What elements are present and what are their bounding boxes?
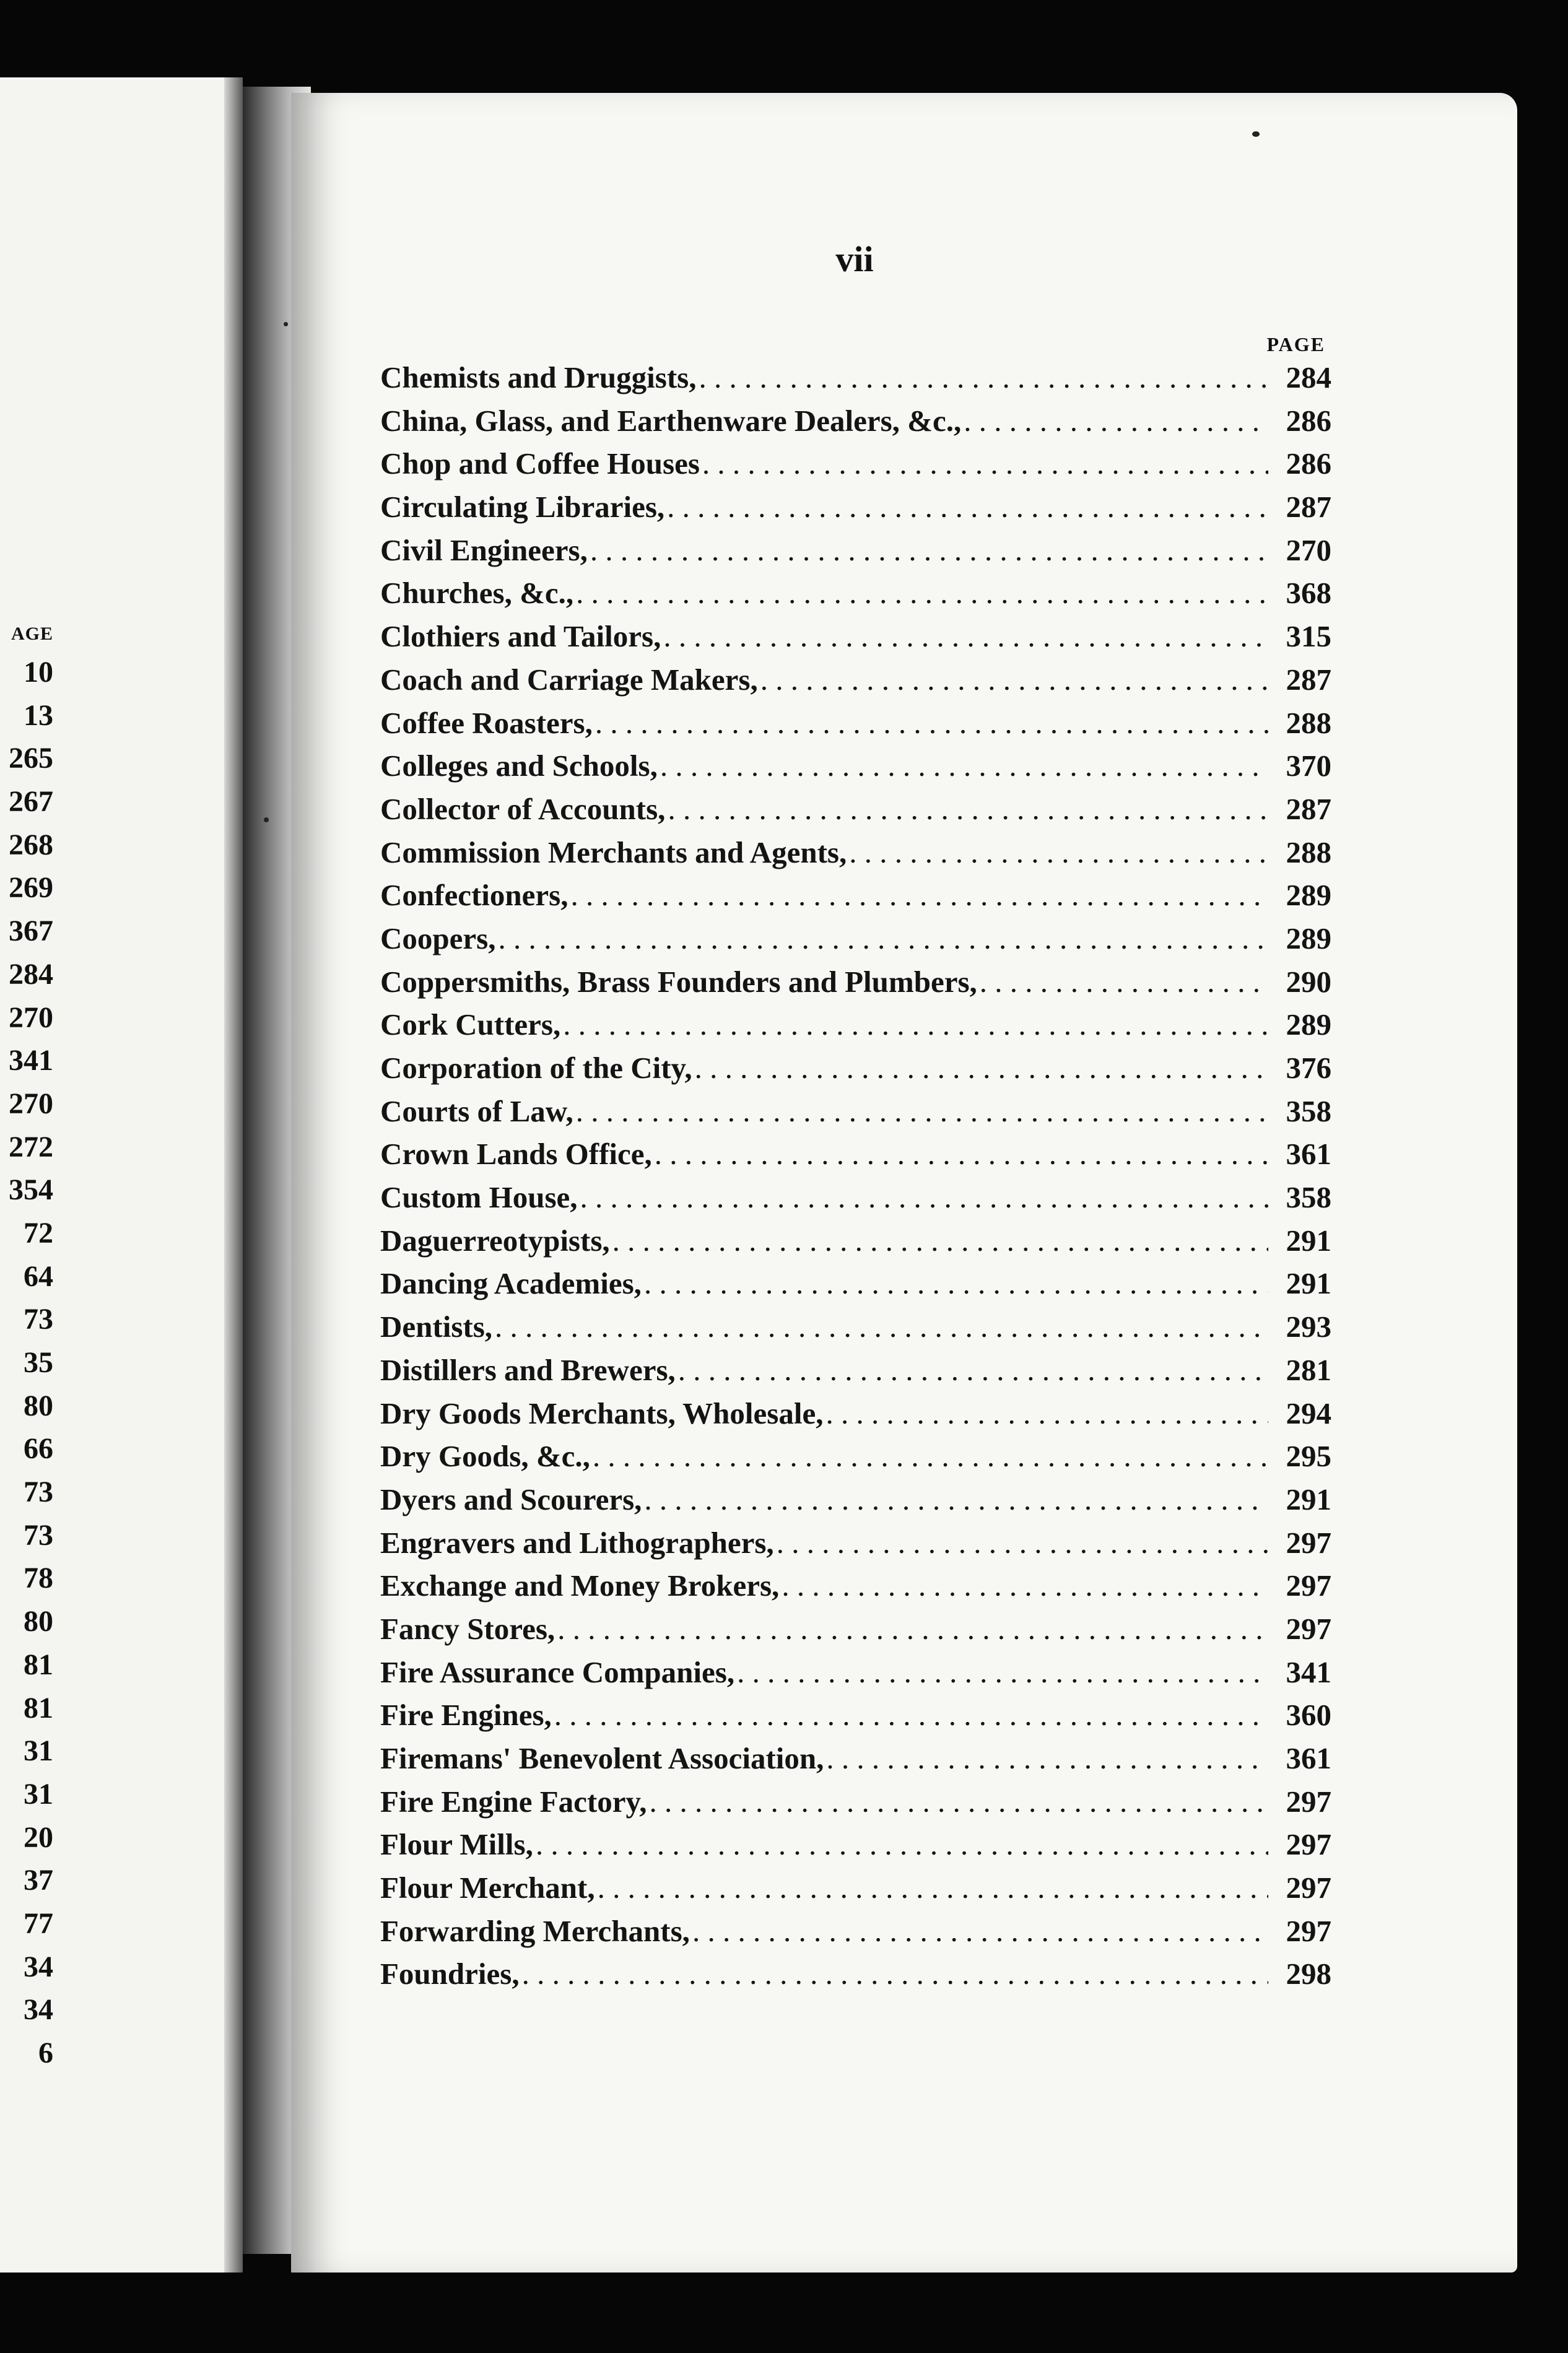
left-page-number-column [0, 617, 53, 2075]
left-page-number: 31 [24, 1734, 53, 1768]
index-entry-name: Exchange and Money Brokers, [380, 1568, 780, 1603]
left-page-number: 72 [24, 1216, 53, 1250]
dot-leader [667, 485, 1268, 529]
index-entry-page: 286 [1286, 446, 1331, 481]
index-entry-name: Fire Engines, [380, 1698, 552, 1733]
index-entry-page: 376 [1286, 1051, 1331, 1085]
left-page-number: 77 [24, 1907, 53, 1940]
index-entry [380, 442, 1331, 485]
dot-leader [777, 1521, 1268, 1565]
dot-leader [557, 1607, 1268, 1651]
dot-leader [825, 1392, 1268, 1435]
index-entry-page: 298 [1286, 1957, 1331, 1991]
left-page-number: 80 [24, 1389, 53, 1422]
index-entry-page: 341 [1286, 1655, 1331, 1689]
index-entry [380, 1521, 1331, 1565]
index-entry [380, 960, 1331, 1004]
dot-leader [590, 529, 1268, 572]
index-entry-page: 297 [1286, 1827, 1331, 1862]
dot-leader [536, 1823, 1268, 1866]
dot-leader [563, 1003, 1268, 1046]
dot-leader [964, 399, 1268, 443]
index-entry-name: Fire Assurance Companies, [380, 1655, 735, 1689]
left-page-number: 78 [24, 1562, 53, 1595]
left-page-number: 31 [24, 1777, 53, 1811]
left-page-number: 269 [9, 871, 53, 905]
left-page-number: 270 [9, 1087, 53, 1120]
index-entry [380, 1435, 1331, 1478]
left-page-number: 265 [9, 742, 53, 775]
left-page-number: 81 [24, 1691, 53, 1725]
index-entry-page: 297 [1286, 1525, 1331, 1560]
index-entry-name: Crown Lands Office, [380, 1137, 652, 1172]
left-page-number: 270 [9, 1001, 53, 1034]
left-page [0, 77, 243, 2273]
index-entry-name: Circulating Libraries, [380, 490, 665, 524]
index-entry-name: China, Glass, and Earthenware Dealers, &c., [380, 403, 962, 438]
index-entry [380, 1737, 1331, 1780]
dot-leader [650, 1780, 1269, 1824]
index-entry-page: 294 [1286, 1396, 1331, 1430]
index-entry-name: Distillers and Brewers, [380, 1352, 676, 1387]
index-entry-name: Coffee Roasters, [380, 705, 593, 740]
index-entry [380, 1780, 1331, 1824]
index-entry-name: Chemists and Druggists, [380, 360, 697, 394]
index-entry [380, 572, 1331, 615]
index-entry [380, 788, 1331, 831]
index-entry-page: 284 [1286, 360, 1331, 394]
scan-speck [1252, 131, 1260, 137]
dot-leader [554, 1694, 1268, 1737]
index-entry-page: 281 [1286, 1352, 1331, 1387]
left-page-number: 6 [38, 2037, 53, 2069]
index-entry-page: 370 [1286, 749, 1331, 783]
index-entry-page: 293 [1286, 1310, 1331, 1344]
index-entry-name: Clothiers and Tailors, [380, 619, 661, 654]
index-entry [380, 1219, 1331, 1263]
index-entry-name: Churches, &c., [380, 576, 574, 611]
scan-speck [284, 322, 288, 326]
dot-leader [570, 874, 1268, 917]
dot-leader [655, 1133, 1268, 1176]
dot-leader [598, 1866, 1268, 1910]
index-entry-page: 295 [1286, 1439, 1331, 1474]
index-entry-name: Custom House, [380, 1180, 578, 1215]
index-entry-name: Dentists, [380, 1310, 493, 1344]
index-entry-name: Corporation of the City, [380, 1051, 692, 1085]
index-entry-page: 315 [1286, 619, 1331, 654]
left-page-number: 80 [24, 1605, 53, 1638]
left-page-number: 13 [24, 698, 53, 732]
index-entry-name: Dancing Academies, [380, 1266, 642, 1301]
index-entry-page: 287 [1286, 662, 1331, 697]
index-entry [380, 485, 1331, 529]
index-entry [380, 1090, 1331, 1133]
dot-leader [595, 702, 1268, 745]
dot-leader [576, 572, 1268, 615]
left-page-number: 73 [24, 1518, 53, 1552]
index-entry-page: 358 [1286, 1094, 1331, 1128]
left-page-number: 20 [24, 1820, 53, 1854]
index-entry-page: 291 [1286, 1223, 1331, 1258]
index-entries [380, 356, 1331, 1996]
index-entry-name: Forwarding Merchants, [380, 1913, 690, 1948]
index-entry-name: Dry Goods, &c., [380, 1439, 590, 1474]
dot-leader [699, 356, 1268, 399]
left-page-number: 73 [24, 1476, 53, 1509]
left-page-number: 341 [9, 1044, 53, 1077]
index-entry [380, 356, 1331, 399]
dot-leader [580, 1176, 1268, 1219]
left-page-number: 81 [24, 1648, 53, 1681]
index-entry [380, 1349, 1331, 1392]
dot-leader [668, 788, 1268, 831]
page-number: vii [835, 239, 874, 279]
index-entry-page: 297 [1286, 1871, 1331, 1905]
left-page-number: 367 [9, 915, 53, 948]
index-entry-page: 289 [1286, 878, 1331, 913]
index-entry [380, 702, 1331, 745]
index-entry [380, 1133, 1331, 1176]
index-entry [380, 1607, 1331, 1651]
index-page [291, 93, 1517, 2273]
index-entry-name: Chop and Coffee Houses [380, 446, 700, 481]
index-entry [380, 744, 1331, 788]
index-entry-page: 297 [1286, 1568, 1331, 1603]
dot-leader [644, 1262, 1268, 1305]
index-entry [380, 1262, 1331, 1305]
index-entry-page: 361 [1286, 1137, 1331, 1172]
index-entry [380, 1392, 1331, 1435]
left-page-number: 34 [24, 1993, 53, 2027]
index-entry-name: Coppersmiths, Brass Founders and Plumbers, [380, 964, 977, 999]
index-entry-page: 287 [1286, 791, 1331, 826]
index-entry-page: 291 [1286, 1266, 1331, 1301]
left-page-number: 37 [24, 1864, 53, 1897]
index-entry-page: 361 [1286, 1741, 1331, 1775]
left-page-number: 268 [9, 828, 53, 861]
index-entry-name: Fancy Stores, [380, 1611, 555, 1646]
index-entry-name: Colleges and Schools, [380, 749, 658, 783]
index-entry-name: Flour Merchant, [380, 1871, 595, 1905]
index-entry-name: Engravers and Lithographers, [380, 1525, 774, 1560]
index-entry [380, 874, 1331, 917]
dot-leader [702, 442, 1268, 485]
index-entry-page: 291 [1286, 1482, 1331, 1516]
dot-leader [782, 1564, 1268, 1607]
dot-leader [612, 1219, 1268, 1263]
index-entry-name: Firemans' Benevolent Association, [380, 1741, 824, 1775]
index-entry-page: 290 [1286, 964, 1331, 999]
left-page-number: 10 [24, 656, 53, 689]
index-entry [380, 615, 1331, 658]
index-entry [380, 831, 1331, 874]
dot-leader [849, 831, 1268, 874]
dot-leader [737, 1651, 1268, 1694]
index-entry-name: Daguerreotypists, [380, 1223, 610, 1258]
dot-leader [663, 615, 1268, 658]
dot-leader [522, 1952, 1268, 1996]
left-page-number: 272 [9, 1130, 53, 1163]
index-entry-page: 286 [1286, 403, 1331, 438]
index-entry-page: 288 [1286, 835, 1331, 869]
index-entry-name: Civil Engineers, [380, 533, 588, 567]
dot-leader [660, 744, 1268, 788]
dot-leader [593, 1435, 1268, 1478]
index-entry-page: 297 [1286, 1913, 1331, 1948]
index-entry-name: Collector of Accounts, [380, 791, 666, 826]
index-entry [380, 529, 1331, 572]
index-entry [380, 1823, 1331, 1866]
dot-leader [576, 1090, 1268, 1133]
index-entry-page: 270 [1286, 533, 1331, 567]
left-page-number: 354 [9, 1173, 53, 1207]
index-entry-name: Flour Mills, [380, 1827, 533, 1862]
dot-leader [980, 960, 1268, 1004]
index-entry-name: Dry Goods Merchants, Wholesale, [380, 1396, 824, 1430]
left-page-number: 34 [24, 1950, 53, 1983]
dot-leader [760, 658, 1268, 702]
left-page-number: 35 [24, 1346, 53, 1379]
index-entry-name: Confectioners, [380, 878, 568, 913]
left-page-fold-shadow [224, 77, 243, 2273]
index-entry-name: Coopers, [380, 921, 496, 955]
index-entry [380, 399, 1331, 443]
left-page-column-header: AGE [11, 624, 53, 644]
index-entry-name: Courts of Law, [380, 1094, 573, 1128]
left-page-number: 267 [9, 785, 53, 819]
index-entry [380, 1176, 1331, 1219]
index-entry-page: 297 [1286, 1784, 1331, 1819]
index-entry-name: Dyers and Scourers, [380, 1482, 642, 1516]
index-entry [380, 1694, 1331, 1737]
index-entry [380, 1003, 1331, 1046]
dot-leader [495, 1305, 1268, 1349]
index-entry [380, 1046, 1331, 1090]
index-entry [380, 1305, 1331, 1349]
index-entry [380, 1651, 1331, 1694]
left-page-number: 66 [24, 1432, 53, 1466]
index-entry-page: 358 [1286, 1180, 1331, 1215]
index-entry-name: Coach and Carriage Makers, [380, 662, 758, 697]
index-entry-page: 360 [1286, 1698, 1331, 1733]
index-entry [380, 917, 1331, 960]
dot-leader [692, 1910, 1268, 1953]
left-page-number: 73 [24, 1303, 53, 1336]
index-entry [380, 658, 1331, 702]
index-entry-name: Cork Cutters, [380, 1007, 561, 1042]
dot-leader [498, 917, 1268, 960]
left-page-number: 284 [9, 957, 53, 991]
index-entry [380, 1564, 1331, 1607]
index-entry-page: 287 [1286, 490, 1331, 524]
index-entry [380, 1866, 1331, 1910]
dot-leader [826, 1737, 1268, 1780]
index-entry [380, 1910, 1331, 1953]
index-entry-page: 288 [1286, 705, 1331, 740]
index-entry-name: Foundries, [380, 1957, 520, 1991]
index-entry-page: 289 [1286, 1007, 1331, 1042]
left-page-number: 64 [24, 1259, 53, 1293]
index-entry [380, 1952, 1331, 1996]
index-entry-page: 289 [1286, 921, 1331, 955]
index-entry-name: Commission Merchants and Agents, [380, 835, 847, 869]
dot-leader [695, 1046, 1268, 1090]
index-entry-page: 368 [1286, 576, 1331, 611]
dot-leader [678, 1349, 1268, 1392]
index-entry-name: Fire Engine Factory, [380, 1784, 647, 1819]
dot-leader [644, 1478, 1268, 1521]
index-entry-page: 297 [1286, 1611, 1331, 1646]
scan-speck [264, 817, 269, 822]
index-entry [380, 1478, 1331, 1521]
page-column-header: PAGE [1266, 333, 1325, 355]
